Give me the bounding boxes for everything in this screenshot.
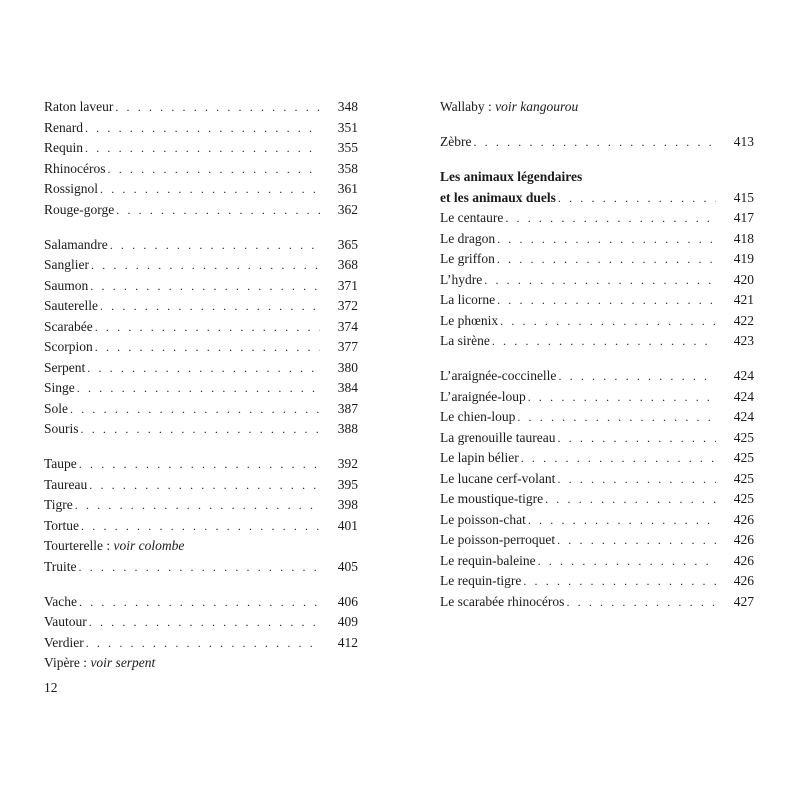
- dot-leader: [492, 331, 716, 352]
- dot-leader: [558, 366, 716, 387]
- index-entry-zebre: [440, 132, 754, 153]
- index-group: [44, 97, 358, 220]
- entry-page: 355: [337, 140, 358, 155]
- dot-leader: [473, 132, 716, 153]
- entry-name: Saumon: [44, 277, 89, 293]
- entry-name: Taureau: [44, 476, 88, 492]
- entry-name: Sole: [44, 400, 69, 416]
- index-entry-wallaby: Wallaby : voir kangourou: [440, 99, 579, 114]
- entry-name: Le phœnix: [440, 312, 499, 328]
- dot-leader: [100, 179, 320, 200]
- page-number: 12: [44, 680, 58, 695]
- index-entry: [440, 208, 754, 229]
- cross-reference: voir serpent: [90, 655, 156, 670]
- entry-page: 365: [337, 236, 358, 252]
- entry-page: 422: [733, 312, 754, 328]
- index-entry: [440, 448, 754, 469]
- dot-leader: [538, 551, 716, 572]
- index-entry: [44, 296, 358, 317]
- index-entry: [440, 551, 754, 572]
- dot-leader: [497, 249, 716, 270]
- entry-page: 362: [337, 201, 358, 217]
- dot-leader: [89, 475, 320, 496]
- entry-name: Le chien-loup: [440, 409, 516, 424]
- index-entry: [440, 489, 754, 510]
- dot-leader: [95, 317, 320, 338]
- index-entry: [44, 612, 358, 633]
- entry-name: Vautour: [44, 614, 87, 629]
- entry-name: La grenouille taureau: [440, 429, 556, 445]
- index-group: [44, 592, 358, 674]
- index-entry: [44, 358, 358, 379]
- dot-leader: [500, 311, 716, 332]
- dot-leader: [81, 419, 320, 440]
- entry-name: Rossignol: [44, 181, 99, 196]
- dot-leader: [90, 276, 320, 297]
- entry-name: L’araignée-loup: [440, 388, 526, 404]
- dot-leader: [70, 399, 320, 420]
- index-entry: [44, 138, 358, 159]
- index-entry: [44, 378, 358, 399]
- index-entry: [44, 419, 358, 440]
- entry-page: 425: [733, 450, 754, 465]
- dot-leader: [100, 296, 320, 317]
- entry-name: Le scarabée rhinocéros: [440, 593, 565, 609]
- entry-page: 424: [733, 388, 754, 404]
- entry-name: La licorne: [440, 292, 496, 307]
- entry-name: Le dragon: [440, 230, 496, 246]
- dot-leader: [81, 516, 320, 537]
- dot-leader: [85, 138, 320, 159]
- dot-leader: [523, 571, 716, 592]
- entry-page: 398: [337, 497, 358, 512]
- entry-page: 388: [337, 421, 358, 436]
- dot-leader: [85, 118, 320, 139]
- dot-leader: [484, 270, 716, 291]
- dot-leader: [557, 530, 716, 551]
- index-entry: [440, 387, 754, 408]
- index-entry: [440, 407, 754, 428]
- entry-page: 419: [733, 251, 754, 266]
- dot-leader: [545, 489, 716, 510]
- entry-page: 413: [733, 134, 754, 149]
- entry-name: Renard: [44, 119, 83, 135]
- entry-page: 420: [733, 271, 754, 287]
- index-entry: [44, 200, 358, 221]
- index-entry: [44, 97, 358, 118]
- entry-name: Le poisson-perroquet: [440, 532, 556, 547]
- entry-page: 417: [733, 210, 754, 225]
- dot-leader: [115, 97, 320, 118]
- entry-name: Scorpion: [44, 339, 93, 354]
- dot-leader: [86, 633, 320, 654]
- entry-page: 426: [733, 573, 754, 588]
- index-entry: [44, 454, 358, 475]
- dot-leader: [75, 495, 320, 516]
- entry-page: 424: [733, 368, 754, 383]
- entry-name: Tourterelle: [44, 538, 104, 553]
- dot-leader: [505, 208, 716, 229]
- cross-reference: voir kangourou: [495, 99, 579, 114]
- entry-page: 412: [337, 634, 358, 650]
- index-entry: [440, 366, 754, 387]
- index-entry: [440, 428, 754, 449]
- entry-name: Tigre: [44, 497, 73, 512]
- dot-leader: [110, 235, 320, 256]
- right-column: [440, 97, 754, 612]
- entry-name: Zèbre: [440, 134, 472, 149]
- entry-name: Verdier: [44, 634, 84, 650]
- entry-name: Vache: [44, 593, 77, 609]
- entry-page: 405: [337, 558, 358, 574]
- index-entry: [44, 475, 358, 496]
- entry-name: Truite: [44, 558, 77, 574]
- index-group-legendary: [440, 167, 754, 352]
- index-entry: [44, 118, 358, 139]
- index-entry: [44, 255, 358, 276]
- index-entry: [440, 469, 754, 490]
- dot-leader: [557, 428, 716, 449]
- entry-page: 387: [337, 400, 358, 416]
- index-entry: [44, 179, 358, 200]
- entry-name: Wallaby: [440, 99, 485, 114]
- entry-page: 392: [337, 456, 358, 471]
- left-column: [44, 97, 358, 674]
- dot-leader: [87, 358, 320, 379]
- entry-page: 427: [733, 593, 754, 609]
- entry-name: Salamandre: [44, 236, 108, 252]
- entry-page: 377: [337, 339, 358, 354]
- index-entry: [44, 399, 358, 420]
- entry-name: Tortue: [44, 517, 80, 533]
- entry-name: Le griffon: [440, 251, 495, 266]
- index-entry: Tourterelle : voir colombe: [44, 538, 185, 553]
- section-heading-line-2: [440, 188, 754, 209]
- dot-leader: [521, 448, 716, 469]
- entry-page: 372: [337, 298, 358, 313]
- entry-name: L’araignée-coccinelle: [440, 368, 557, 383]
- entry-page: 426: [733, 532, 754, 547]
- entry-name: Taupe: [44, 456, 77, 471]
- dot-leader: [89, 612, 320, 633]
- index-entry: [44, 317, 358, 338]
- entry-page: 421: [733, 292, 754, 307]
- entry-name: Le lucane cerf-volant: [440, 470, 556, 486]
- index-entry: [440, 290, 754, 311]
- entry-name: Le requin-baleine: [440, 552, 536, 568]
- dot-leader: [558, 188, 716, 209]
- index-group: [44, 454, 358, 577]
- index-entry: [44, 633, 358, 654]
- index-group: [44, 235, 358, 440]
- index-entry: [440, 229, 754, 250]
- index-entry: [44, 495, 358, 516]
- entry-page: 425: [733, 429, 754, 445]
- entry-name: Le poisson-chat: [440, 511, 526, 527]
- entry-page: 424: [733, 409, 754, 424]
- entry-name: La sirène: [440, 333, 490, 348]
- entry-page: 426: [733, 552, 754, 568]
- dot-leader: [79, 592, 320, 613]
- entry-page: 374: [337, 318, 358, 334]
- index-entry: [44, 235, 358, 256]
- entry-page: 371: [337, 277, 358, 293]
- dot-leader: [79, 454, 320, 475]
- entry-page: 361: [337, 181, 358, 196]
- dot-leader: [528, 387, 716, 408]
- entry-page: 409: [337, 614, 358, 629]
- entry-name: Le requin-tigre: [440, 573, 522, 588]
- entry-name: Scarabée: [44, 318, 93, 334]
- entry-page: 384: [337, 380, 358, 395]
- dot-leader: [497, 229, 716, 250]
- entry-page: 348: [337, 99, 358, 114]
- entry-page: 351: [337, 119, 358, 135]
- entry-name: Sanglier: [44, 257, 89, 272]
- dot-leader: [79, 557, 320, 578]
- index-entry: [44, 516, 358, 537]
- index-entry: [440, 270, 754, 291]
- entry-page: 401: [337, 517, 358, 533]
- index-group-w: [440, 97, 754, 118]
- entry-name: Singe: [44, 380, 75, 395]
- entry-page: 423: [733, 333, 754, 348]
- index-entry: [440, 311, 754, 332]
- entry-name: Le centaure: [440, 210, 504, 225]
- index-group-z: [440, 132, 754, 153]
- entry-page: 368: [337, 257, 358, 272]
- entry-name: Vipère: [44, 655, 80, 670]
- index-entry: [440, 510, 754, 531]
- dot-leader: [528, 510, 716, 531]
- entry-page: 395: [337, 476, 358, 492]
- index-entry: [44, 159, 358, 180]
- index-entry: [440, 530, 754, 551]
- entry-name: Rhinocéros: [44, 160, 106, 176]
- index-entry: [440, 592, 754, 613]
- index-entry: [44, 337, 358, 358]
- entry-name: Le lapin bélier: [440, 450, 519, 465]
- dot-leader: [77, 378, 320, 399]
- dot-leader: [108, 159, 321, 180]
- index-entry: Vipère : voir serpent: [44, 655, 156, 670]
- entry-page: 426: [733, 511, 754, 527]
- entry-page: 358: [337, 160, 358, 176]
- entry-page: 406: [337, 593, 358, 609]
- dot-leader: [566, 592, 716, 613]
- cross-reference: voir colombe: [113, 538, 185, 553]
- entry-page: 415: [733, 189, 754, 205]
- entry-name: Rouge-gorge: [44, 201, 115, 217]
- section-heading-line-1: Les animaux légendaires: [440, 169, 583, 184]
- entry-page: 418: [733, 230, 754, 246]
- entry-name: Le moustique-tigre: [440, 491, 544, 506]
- dot-leader: [497, 290, 716, 311]
- entry-page: 380: [337, 359, 358, 375]
- entry-name: Souris: [44, 421, 79, 436]
- index-entry: [44, 276, 358, 297]
- dot-leader: [517, 407, 716, 428]
- index-entry: [440, 571, 754, 592]
- entry-page: 425: [733, 470, 754, 486]
- index-entry: [440, 249, 754, 270]
- dot-leader: [95, 337, 320, 358]
- entry-name: et les animaux duels: [440, 189, 556, 205]
- index-entry: [44, 592, 358, 613]
- dot-leader: [91, 255, 320, 276]
- entry-name: L’hydre: [440, 271, 483, 287]
- entry-name: Requin: [44, 140, 83, 155]
- entry-name: Serpent: [44, 359, 86, 375]
- entry-name: Raton laveur: [44, 99, 114, 114]
- dot-leader: [557, 469, 716, 490]
- entry-page: 425: [733, 491, 754, 506]
- index-entry: [44, 557, 358, 578]
- index-entry: [440, 331, 754, 352]
- dot-leader: [116, 200, 320, 221]
- index-group-duals: [440, 366, 754, 612]
- entry-name: Sauterelle: [44, 298, 98, 313]
